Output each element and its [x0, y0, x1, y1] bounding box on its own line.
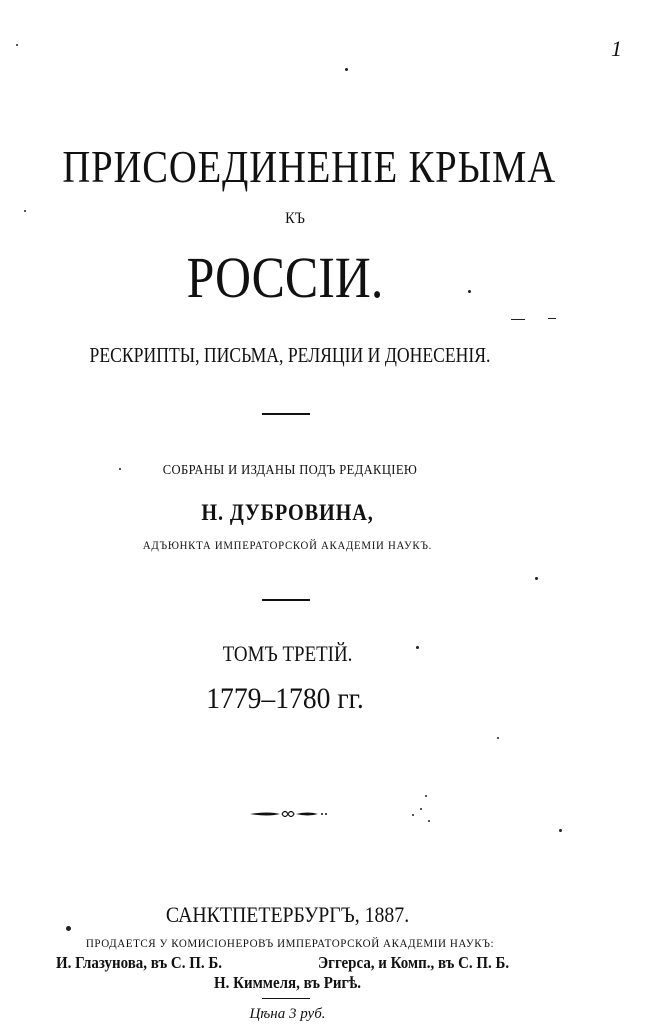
scan-speck: [16, 44, 18, 46]
distributor-left: И. Глазунова, въ С. П. Б.: [56, 953, 222, 972]
imprint-sold-by: ПРОДАЕТСЯ У КОМИСІОНЕРОВЪ ИМПЕРАТОРСКОЙ АКАДЕМІИ НАУКЪ:: [85, 936, 495, 950]
collected-by-line: СОБРАНЫ И ИЗДАНЫ ПОДЪ РЕДАКЦІЕЮ: [162, 463, 418, 478]
scan-speck: [24, 210, 26, 212]
scan-speck: [119, 468, 121, 470]
ornament-divider-icon: [248, 806, 328, 822]
title-main: ПРИСОЕДИНЕНІЕ КРЫМА: [62, 141, 556, 192]
editor-title: АДЪЮНКТА ИМПЕРАТОРСКОЙ АКАДЕМІИ НАУКЪ.: [142, 538, 433, 552]
page-number: 1: [611, 36, 622, 61]
title-preposition: КЪ: [285, 210, 305, 227]
scan-speck: [511, 319, 525, 320]
scan-speck: [66, 926, 71, 931]
scan-speck: [548, 318, 556, 319]
years-label: 1779–1780 гг.: [206, 682, 364, 715]
scan-speck: [420, 808, 422, 810]
editor-name: Н. ДУБРОВИНА,: [201, 500, 374, 525]
scan-speck: [535, 577, 538, 580]
scan-speck: [428, 820, 430, 822]
scan-speck: [416, 646, 419, 649]
scan-speck: [559, 829, 562, 832]
distributor-bottom: Н. Киммеля, въ Ригѣ.: [213, 973, 362, 992]
imprint-city-year: САНКТПЕТЕРБУРГЪ, 1887.: [165, 902, 410, 927]
subtitle: РЕСКРИПТЫ, ПИСЬМА, РЕЛЯЦІИ И ДОНЕСЕНІЯ.: [89, 343, 491, 367]
scan-speck: [345, 68, 348, 71]
scan-speck: [425, 795, 427, 797]
scan-speck: [412, 814, 414, 816]
title-country: РОССІИ.: [186, 245, 384, 310]
distributor-right: Эггерса, и Комп., въ С. П. Б.: [318, 953, 510, 972]
price-label: Цѣна 3 руб.: [249, 1006, 326, 1022]
divider-rule-2: [262, 599, 310, 601]
scan-speck: [497, 737, 499, 739]
volume-label: ТОМЪ ТРЕТІЙ.: [222, 641, 353, 666]
divider-rule-1: [262, 413, 310, 415]
scan-speck: [468, 290, 471, 293]
divider-rule-3: [262, 998, 310, 999]
